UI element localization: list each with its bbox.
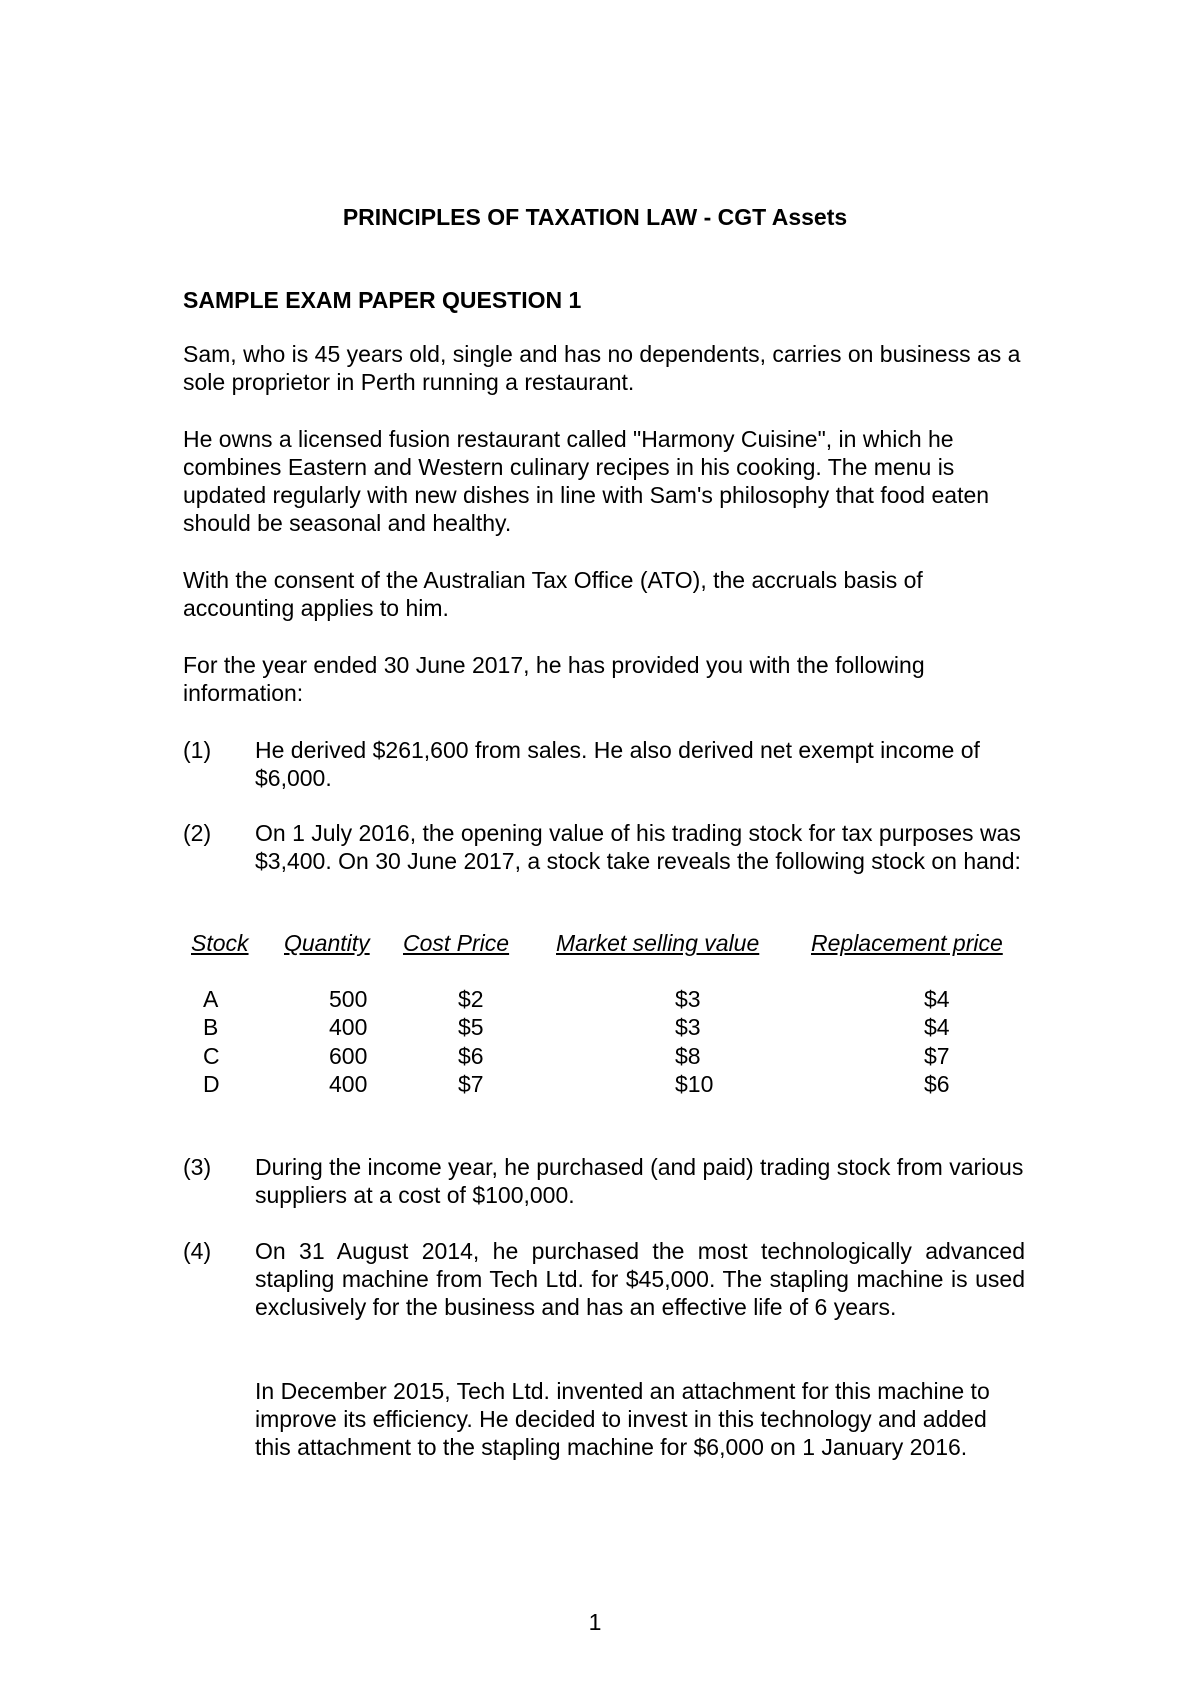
table-cell-replacement-price: $4 [924, 986, 950, 1012]
table-header-cost-price: Cost Price [403, 930, 510, 956]
question-heading: SAMPLE EXAM PAPER QUESTION 1 [183, 287, 582, 313]
table-cell-market-value: $3 [675, 1014, 701, 1040]
table-cell-market-value: $10 [675, 1071, 714, 1097]
paragraph-intro: Sam, who is 45 years old, single and has no dependents, carries on business as a sole proprietor in Perth running a restaurant. [183, 341, 1021, 395]
paragraph-restaurant: He owns a licensed fusion restaurant called "Harmony Cuisine", in which he combines Eastern and Western culinary recipes in his cooking. The menu is updated regularly with new dishes in line with Sam's philosophy that food eaten should be seasonal and healthy. [183, 426, 990, 536]
table-cell-stock: B [203, 1014, 219, 1040]
table-cell-cost-price: $2 [458, 986, 484, 1012]
table-cell-replacement-price: $6 [924, 1071, 950, 1097]
table-cell-quantity: 600 [329, 1043, 368, 1069]
table-cell-cost-price: $6 [458, 1043, 484, 1069]
list-item-text: On 31 August 2014, he purchased the most technologically advanced stapling machine from Tech Ltd. for $45,000. The stapling machine is used exclusively for the business and has an effective life of 6 years. [255, 1238, 1025, 1320]
table-header-replacement-price: Replacement price [811, 930, 1003, 956]
paragraph-accruals: With the consent of the Australian Tax Office (ATO), the accruals basis of accounting applies to him. [183, 567, 923, 621]
list-item-number: (3) [183, 1154, 212, 1180]
table-cell-cost-price: $7 [458, 1071, 484, 1097]
table-cell-replacement-price: $7 [924, 1043, 950, 1069]
table-cell-quantity: 400 [329, 1014, 368, 1040]
page-number: 1 [588, 1609, 602, 1635]
list-item-text: During the income year, he purchased (and paid) trading stock from various suppliers at a cost of $100,000. [255, 1154, 1024, 1208]
table-header-stock: Stock [191, 930, 249, 956]
list-item-number: (1) [183, 737, 212, 763]
table-cell-cost-price: $5 [458, 1014, 484, 1040]
table-cell-stock: A [203, 986, 219, 1012]
table-cell-stock: C [203, 1043, 220, 1069]
table-cell-market-value: $3 [675, 986, 701, 1012]
table-cell-quantity: 400 [329, 1071, 368, 1097]
list-item-text: In December 2015, Tech Ltd. invented an attachment for this machine to improve its efficiency. He decided to invest in this technology and added this attachment to the stapling machine for $6,000 on 1 January 2016. [255, 1378, 990, 1460]
list-item-text: On 1 July 2016, the opening value of his trading stock for tax purposes was $3,400. On 30 June 2017, a stock take reveals the following stock on hand: [255, 820, 1021, 874]
list-item-number: (2) [183, 820, 212, 846]
table-cell-market-value: $8 [675, 1043, 701, 1069]
table-cell-stock: D [203, 1071, 220, 1097]
table-header-market-selling-value: Market selling value [556, 930, 760, 956]
table-header-quantity: Quantity [284, 930, 370, 956]
list-item-text: He derived $261,600 from sales. He also derived net exempt income of $6,000. [255, 737, 980, 791]
table-cell-replacement-price: $4 [924, 1014, 950, 1040]
list-item-number: (4) [183, 1238, 212, 1264]
paragraph-year-ended: For the year ended 30 June 2017, he has provided you with the following information: [183, 652, 925, 706]
document-title: PRINCIPLES OF TAXATION LAW - CGT Assets [342, 204, 848, 230]
table-cell-quantity: 500 [329, 986, 368, 1012]
